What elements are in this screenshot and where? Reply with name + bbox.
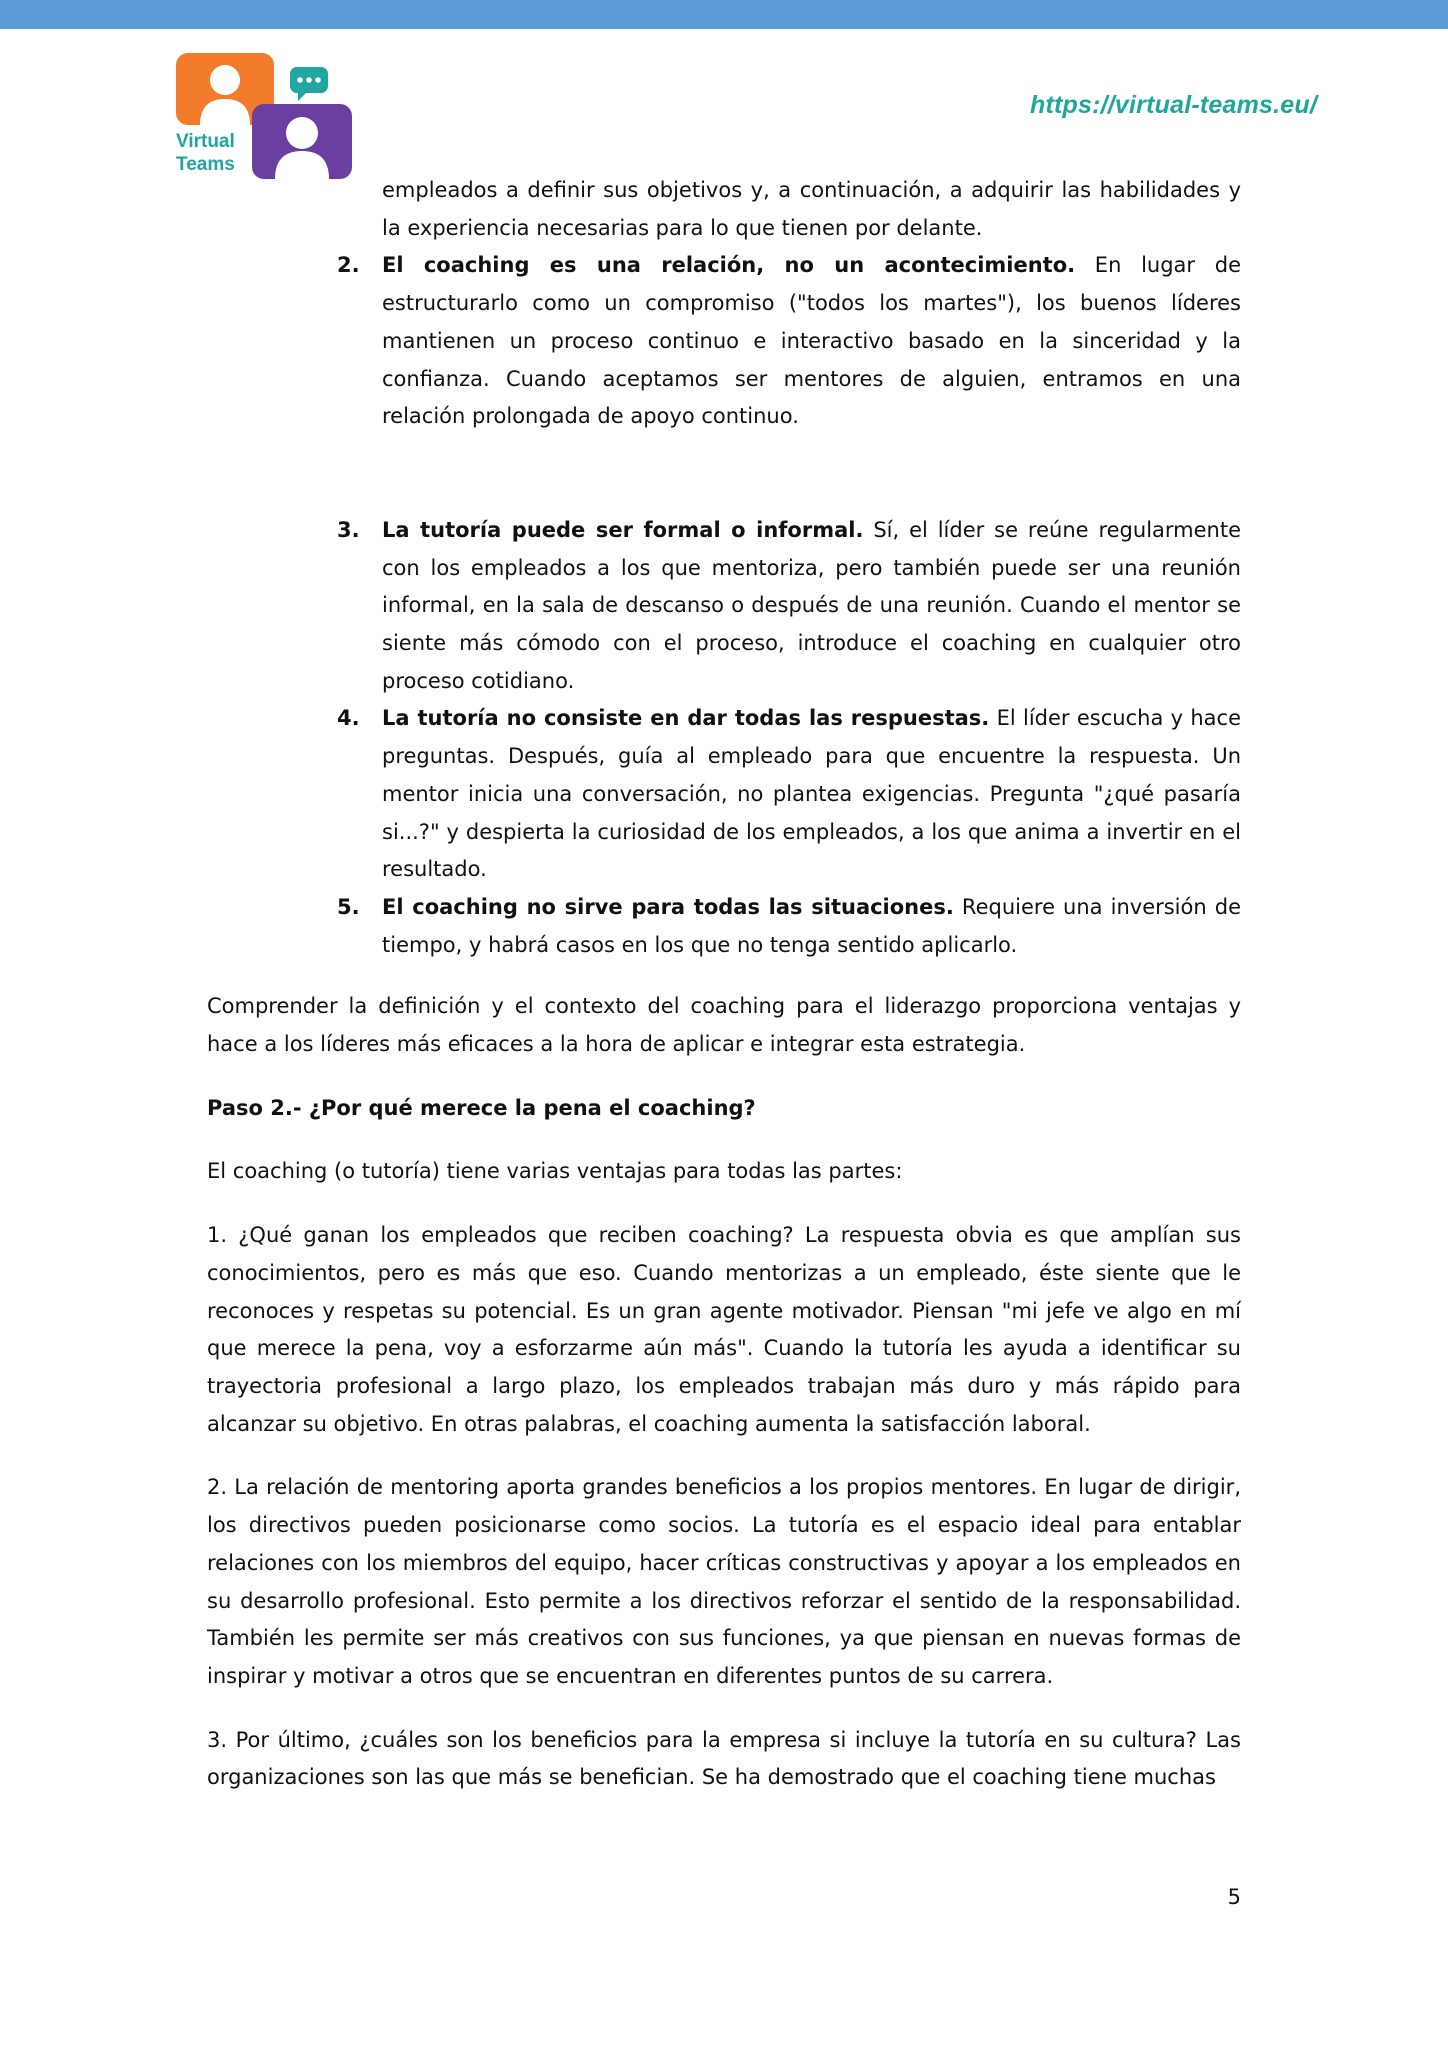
logo-text-teams: Teams	[176, 154, 235, 175]
list-item-continuation	[207, 172, 1241, 247]
list-item-number: 4.	[337, 706, 360, 731]
list-item	[207, 889, 1241, 964]
virtual-teams-logo	[176, 53, 352, 179]
list-item	[207, 247, 1241, 436]
list-item-bold-lead: El coaching es una relación, no un acontecimiento.	[382, 253, 1076, 278]
intro-paragraph: El coaching (o tutoría) tiene varias ventajas para todas las partes:	[207, 1159, 903, 1184]
list-item-number: 5.	[337, 894, 360, 919]
list-item-text: En lugar de estructurarlo como un compromiso ("todos los martes"), los buenos líderes mantienen un proceso continuo e interactivo basado en la sinceridad y la confianza. Cuando aceptamos ser mentores de alguien, entramos en una relación prolongada de apoyo continuo.	[382, 253, 1241, 429]
summary-paragraph: Comprender la definición y el contexto del coaching para el liderazgo proporciona ventajas y hace a los líderes más eficaces a la hora de aplicar e integrar esta estrategia.	[207, 994, 1241, 1057]
site-url-link[interactable]: https://virtual-teams.eu/	[1030, 91, 1317, 119]
chat-bubble-icon	[290, 67, 328, 101]
document-body	[207, 172, 1241, 1823]
benefit-paragraph-1: 1. ¿Qué ganan los empleados que reciben coaching? La respuesta obvia es que amplían sus conocimientos, pero es más que eso. Cuando mentorizas a un empleado, éste siente que le reconoces y respetas su potencial. Es un gran agente motivador. Piensan "mi jefe ve algo en mí que merece la pena, voy a esforzarme aún más". Cuando la tutoría les ayuda a identificar su trayectoria profesional a largo plazo, los empleados trabajan más duro y más rápido para alcanzar su objetivo. En otras palabras, el coaching aumenta la satisfacción laboral.	[207, 1223, 1241, 1436]
logo-text-virtual: Virtual	[176, 131, 235, 152]
section-heading	[207, 1090, 1241, 1128]
list-item-bold-lead: El coaching no sirve para todas las situaciones.	[382, 894, 954, 919]
list-item-text: Requiere una inversión de tiempo, y habrá casos en los que no tenga sentido aplicarlo.	[382, 894, 1241, 957]
list-item-1-continued-text: empleados a definir sus objetivos y, a continuación, a adquirir las habilidades y la experiencia necesarias para lo que tienen por delante.	[382, 178, 1241, 240]
list-item-text: El líder escucha y hace preguntas. Después, guía al empleado para que encuentre la respuesta. Un mentor inicia una conversación, no plantea exigencias. Pregunta "¿qué pasaría si...?" y despierta la curiosidad de los empleados, a los que anima a invertir en el resultado.	[382, 706, 1241, 882]
top-accent-bar	[0, 0, 1448, 29]
numbered-list	[207, 172, 1241, 964]
benefit-paragraph-3: 3. Por último, ¿cuáles son los beneficios para la empresa si incluye la tutoría en su cultura? Las organizaciones son las que más se benefician. Se ha demostrado que el coaching tiene muchas	[207, 1727, 1241, 1790]
page-number: 5	[1227, 1885, 1241, 1909]
list-item-bold-lead: La tutoría puede ser formal o informal.	[382, 517, 864, 542]
section-heading-text: Paso 2.- ¿Por qué merece la pena el coaching?	[207, 1095, 756, 1120]
list-item-number: 3.	[337, 517, 360, 542]
list-item-number: 2.	[337, 253, 360, 278]
list-item-text: Sí, el líder se reúne regularmente con los empleados a los que mentoriza, pero también puede ser una reunión informal, en la sala de descanso o después de una reunión. Cuando el mentor se siente más cómodo con el proceso, introduce el coaching en cualquier otro proceso cotidiano.	[382, 517, 1242, 693]
logo-graphic	[176, 53, 352, 179]
list-item	[207, 512, 1241, 701]
list-item	[207, 700, 1241, 889]
benefit-paragraph-2: 2. La relación de mentoring aporta grandes beneficios a los propios mentores. En lugar de dirigir, los directivos pueden posicionarse como socios. La tutoría es el espacio ideal para entablar relaciones con los miembros del equipo, hacer críticas constructivas y apoyar a los empleados en su desarrollo profesional. Esto permite a los directivos reforzar el sentido de la responsabilidad. También les permite ser más creativos con sus funciones, ya que piensan en nuevas formas de inspirar y motivar a otros que se encuentran en diferentes puntos de su carrera.	[207, 1475, 1241, 1688]
person-purple-icon	[252, 104, 352, 179]
list-item-bold-lead: La tutoría no consiste en dar todas las respuestas.	[382, 706, 990, 731]
blank-spacer	[207, 436, 1241, 512]
